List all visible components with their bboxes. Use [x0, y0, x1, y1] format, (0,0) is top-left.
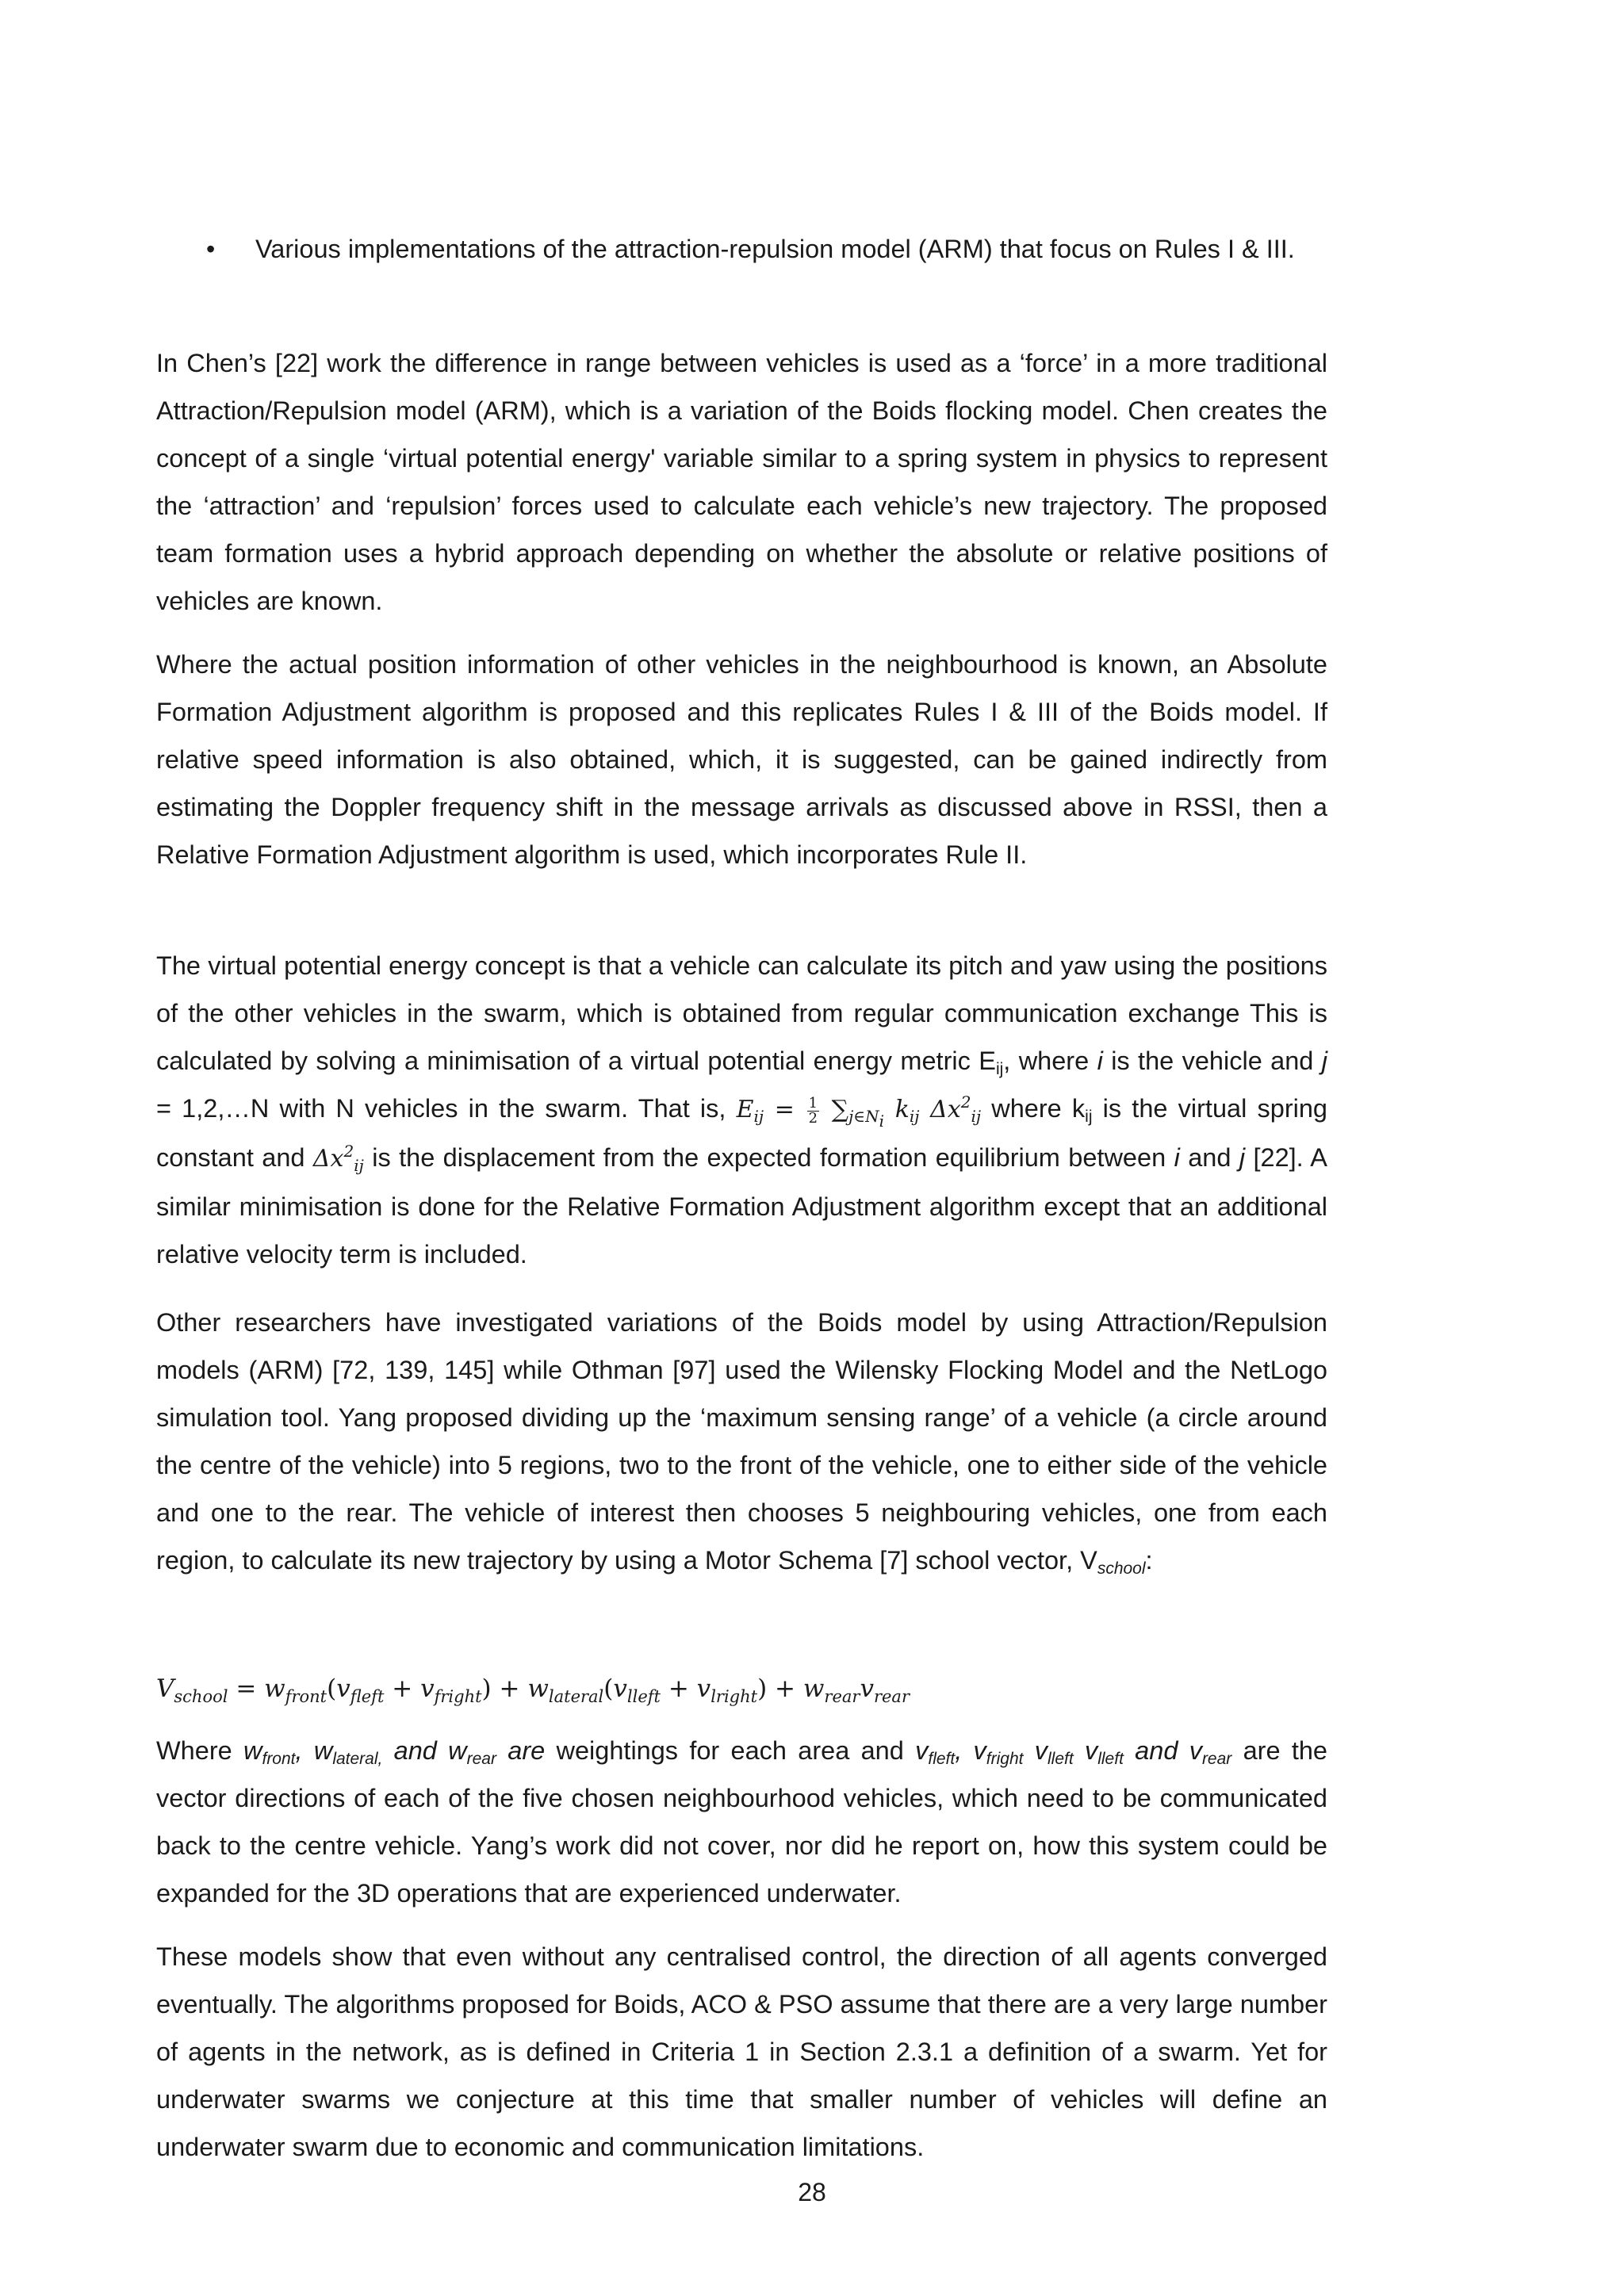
energy-equation: $E_{ij}$ = $\frac{1}{2}$ $\sum_{j\in N_i}$ $k_{ij}$ $\Delta x^2_{ij}$	[736, 1093, 982, 1131]
paragraph-conclusion: These models show that even without any centralised control, the direction of all agents converged eventually. The algorithms proposed for Boids, ACO & PSO assume that there are a very large number of agents in the network, as is defined in Criteria 1 in Section 2.3.1 a definition of a swarm. Yet for underwater swarms we conjecture at this time that smaller number of vehicles will define an underwater swarm due to economic and communication limitations.	[156, 1942, 1327, 2161]
paragraph-weightings: Where $w_{front}$, $w_{lateral,}$ and $w_{rear}$ are weightings for each area and $v_{fleft}$, $v_{fright}$ $v_{lleft}$ $v_{lleft}$ and $v_{rear}$ are the vector directions of each of the five chosen neighbourhood vehicles, which need to be communicated back to the centre vehicle. Yang’s work did not cover, nor did he report on, how this system could be expanded for the 3D operations that are experienced underwater.	[156, 1736, 1327, 1908]
bullet-item	[206, 225, 1327, 273]
school-vector-equation: $V_{school} = w_{front}(v_{fleft} + v_{fright}) + w_{lateral}(v_{lleft} + v_{lright}) + w_{rear}v_{rear}$	[156, 1674, 910, 1706]
paragraph-chen: In Chen’s [22] work the difference in range between vehicles is used as a ‘force’ in a more traditional Attraction/Repulsion model (ARM), which is a variation of the Boids flocking model. Chen creates the concept of a single ‘virtual potential energy' variable similar to a spring system in physics to represent the ‘attraction’ and ‘repulsion’ forces used to calculate each vehicle’s new trajectory. The proposed team formation uses a hybrid approach depending on whether the absolute or relative positions of vehicles are known.	[156, 349, 1327, 615]
bullet-text: Various implementations of the attraction-repulsion model (ARM) that focus on Rules I & III.	[255, 235, 1295, 263]
bullet-dot: •	[206, 235, 216, 263]
paragraph-absolute-formation: Where the actual position information of other vehicles in the neighbourhood is known, an Absolute Formation Adjustment algorithm is proposed and this replicates Rules I & III of the Boids model. If relative speed information is also obtained, which, it is suggested, can be gained indirectly from estimating the Doppler frequency shift in the message arrivals as discussed above in RSSI, then a Relative Formation Adjustment algorithm is used, which incorporates Rule II.	[156, 650, 1327, 869]
paragraph-virtual-potential-energy: The virtual potential energy concept is that a vehicle can calculate its pitch and yaw using the positions of the other vehicles in the swarm, which is obtained from regular communication exchange This is calculated by solving a minimisation of a virtual potential energy metric $E_{ij}$, where i is the vehicle and j = 1,2,…N with N vehicles in the swarm. That is, $E_{ij}$ = $\frac{1}{2}$ $\sum_{j\in N_i}$ $k_{ij}$ $\Delta x^2_{ij}$ where $k_{ij}$ is the virtual spring constant and $\Delta x^2_{ij}$ is the displacement from the expected formation equilibrium between i and j [22]. A similar minimisation is done for the Relative Formation Adjustment algorithm except that an additional relative velocity term is included.	[156, 951, 1328, 1269]
paragraph-other-researchers: Other researchers have investigated variations of the Boids model by using Attraction/Repulsion models (ARM) [72, 139, 145] while Othman [97] used the Wilensky Flocking Model and the NetLogo simulation tool. Yang proposed dividing up the ‘maximum sensing range’ of a vehicle (a circle around the centre of the vehicle) into 5 regions, two to the front of the vehicle, one to either side of the vehicle and one to the rear. The vehicle of interest then chooses 5 neighbouring vehicles, one from each region, to calculate its new trajectory by using a Motor Schema [7] school vector, $V_{school}$:	[156, 1308, 1327, 1578]
page-number: 28	[798, 2178, 826, 2206]
